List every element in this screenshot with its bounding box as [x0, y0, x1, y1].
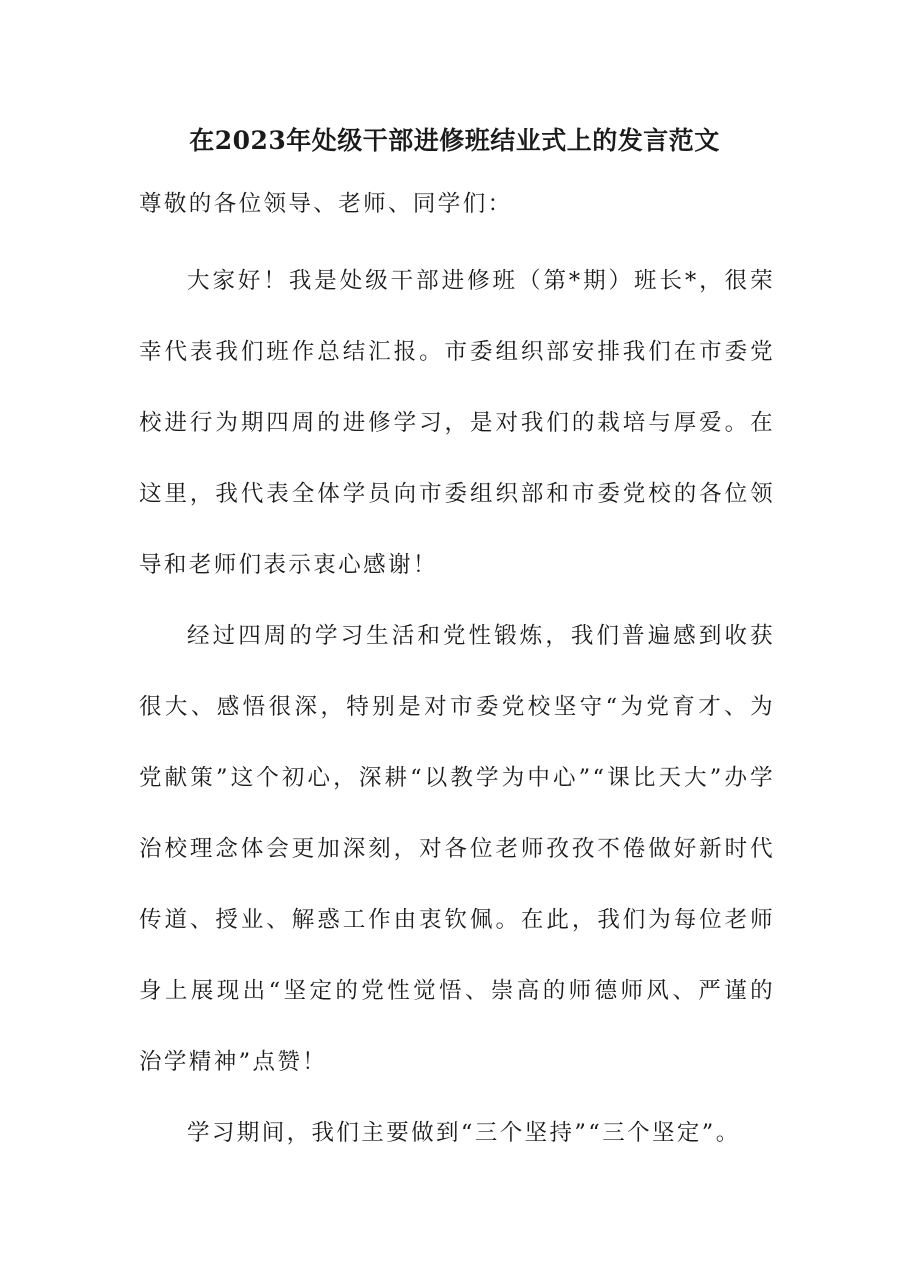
paragraph: 大家好！我是处级干部进修班（第*期）班长*，很荣幸代表我们班作总结汇报。市委组织部安排我们在市委党校进行为期四周的进修学习，是对我们的栽培与厚爱。在这里，我代表全体学员向市委组织部和市委党校的各位领导和老师们表示衷心感谢！ [139, 268, 775, 578]
salutation: 尊敬的各位领导、老师、同学们： [139, 191, 513, 217]
paragraph: 经过四周的学习生活和党性锻炼，我们普遍感到收获很大、感悟很深，特别是对市委党校坚守“为党育才、为党献策”这个初心，深耕“以教学为中心”“课比天大”办学治校理念体会更加深刻，对各位老师孜孜不倦做好新时代传道、授业、解惑工作由衷钦佩。在此，我们为每位老师身上展现出“坚定的党性觉悟、崇高的师德师风、严谨的治学精神”点赞！ [139, 623, 775, 1075]
document-title: 在2023年处级干部进修班结业式上的发言范文 [189, 126, 720, 155]
document-body [139, 183, 775, 1169]
paragraph: 学习期间，我们主要做到“三个坚持”“三个坚定”。 [187, 1120, 741, 1146]
